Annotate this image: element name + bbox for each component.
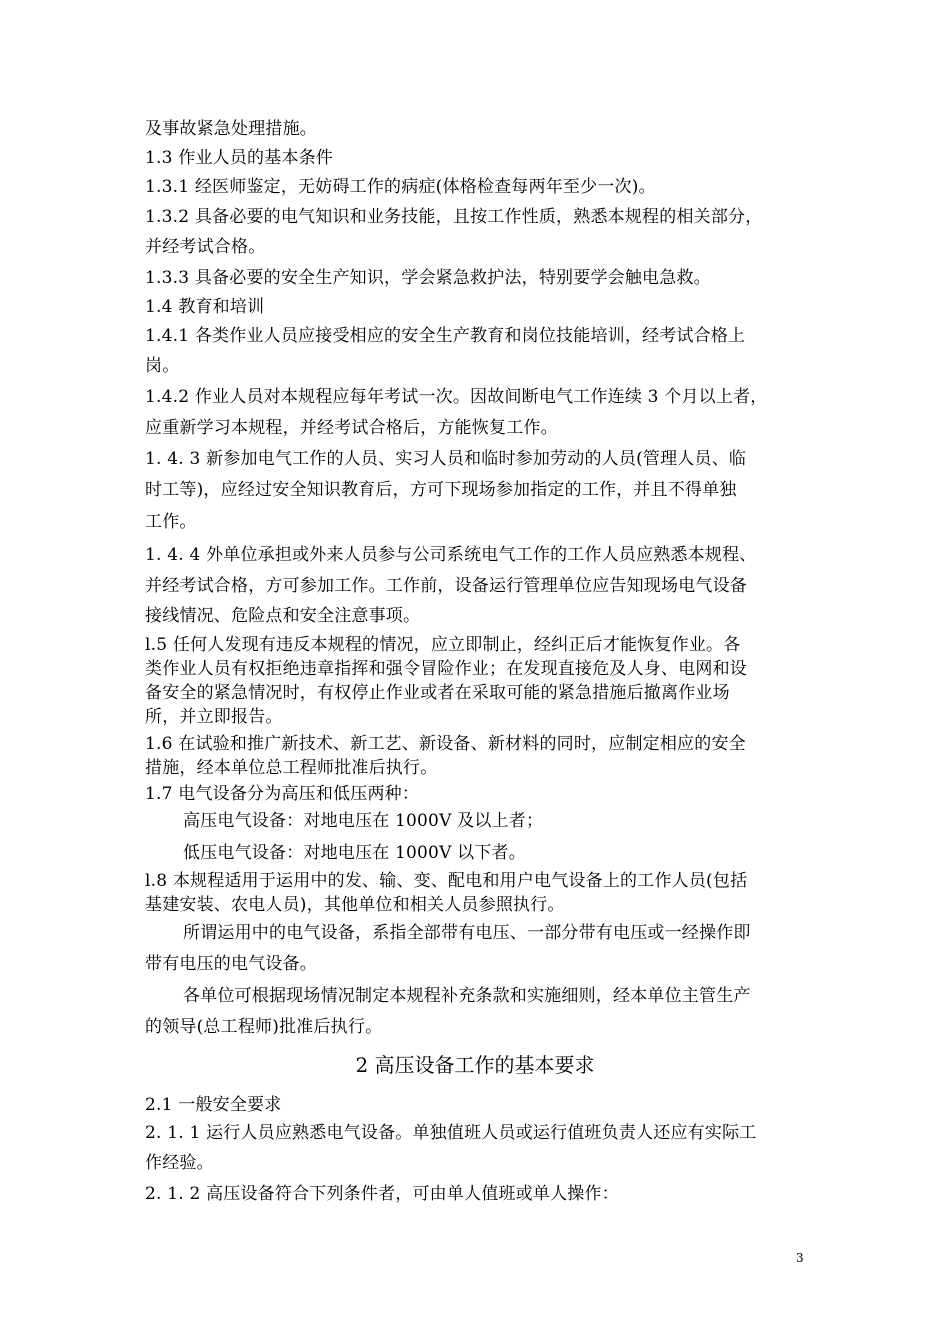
text-line: 作经验。 — [145, 1153, 214, 1173]
section-heading-2-1: 2.1 一般安全要求 — [145, 1095, 282, 1115]
text-line: 1.3.1 经医师鉴定，无妨碍工作的病症(体格检查每两年至少一次)。 — [145, 177, 656, 197]
text-line: 各单位可根据现场情况制定本规程补充条款和实施细则，经本单位主管生产 — [183, 986, 751, 1006]
text-line: l.8 本规程适用于运用中的发、输、变、配电和用户电气设备上的工作人员(包括 — [145, 871, 748, 891]
text-line: 1. 4. 3 新参加电气工作的人员、实习人员和临时参加劳动的人员(管理人员、临 — [145, 449, 747, 469]
section-heading-1-4: 1.4 教育和培训 — [145, 297, 265, 317]
text-line: 并经考试合格。 — [145, 237, 266, 257]
text-line: 措施，经本单位总工程师批准后执行。 — [145, 758, 438, 778]
text-line: 应重新学习本规程，并经考试合格后，方能恢复工作。 — [145, 418, 558, 438]
chapter-heading: 2 高压设备工作的基本要求 — [355, 1053, 595, 1077]
text-line: 1.4.1 各类作业人员应接受相应的安全生产教育和岗位技能培训，经考试合格上 — [145, 326, 746, 346]
text-line: 时工等)，应经过安全知识教育后，方可下现场参加指定的工作，并且不得单独 — [145, 480, 737, 500]
text-line: 1. 4. 4 外单位承担或外来人员参与公司系统电气工作的工作人员应熟悉本规程、 — [145, 545, 757, 565]
text-line: 2. 1. 1 运行人员应熟悉电气设备。单独值班人员或运行值班负责人还应有实际工 — [145, 1123, 757, 1143]
text-line: 备安全的紧急情况时，有权停止作业或者在采取可能的紧急措施后撤离作业场 — [145, 683, 730, 703]
text-line: 带有电压的电气设备。 — [145, 954, 317, 974]
text-line: 所谓运用中的电气设备，系指全部带有电压、一部分带有电压或一经操作即 — [183, 923, 751, 943]
text-line: 1.6 在试验和推广新技术、新工艺、新设备、新材料的同时，应制定相应的安全 — [145, 734, 746, 754]
text-line: 高压电气设备：对地电压在 1000V 及以上者； — [183, 811, 544, 831]
text-line: 基建安装、农电人员)，其他单位和相关人员参照执行。 — [145, 895, 565, 915]
text-line: 所，并立即报告。 — [145, 707, 283, 727]
text-line: 及事故紧急处理措施。 — [145, 119, 317, 139]
page-number: 3 — [796, 1251, 804, 1265]
text-line: 的领导(总工程师)批准后执行。 — [145, 1017, 383, 1037]
text-line: 工作。 — [145, 512, 197, 532]
text-line: 并经考试合格，方可参加工作。工作前，设备运行管理单位应告知现场电气设备 — [145, 576, 747, 596]
text-line: 1.3.3 具备必要的安全生产知识，学会紧急救护法，特别要学会触电急救。 — [145, 268, 711, 288]
text-line: 接线情况、危险点和安全注意事项。 — [145, 606, 421, 626]
text-line: l.5 任何人发现有违反本规程的情况，应立即制止，经纠正后才能恢复作业。各 — [145, 635, 741, 655]
text-line: 1.3.2 具备必要的电气知识和业务技能，且按工作性质，熟悉本规程的相关部分， — [145, 207, 763, 227]
text-line: 岗。 — [145, 356, 180, 376]
text-line: 1.7 电气设备分为高压和低压两种： — [145, 784, 420, 804]
text-line: 1.4.2 作业人员对本规程应每年考试一次。因故间断电气工作连续 3 个月以上者， — [145, 387, 768, 407]
text-line: 低压电气设备：对地电压在 1000V 以下者。 — [183, 843, 526, 863]
section-heading-1-3: 1.3 作业人员的基本条件 — [145, 148, 334, 168]
text-line: 类作业人员有权拒绝违章指挥和强令冒险作业；在发现直接危及人身、电网和设 — [145, 659, 747, 679]
text-line: 2. 1. 2 高压设备符合下列条件者，可由单人值班或单人操作： — [145, 1184, 619, 1204]
